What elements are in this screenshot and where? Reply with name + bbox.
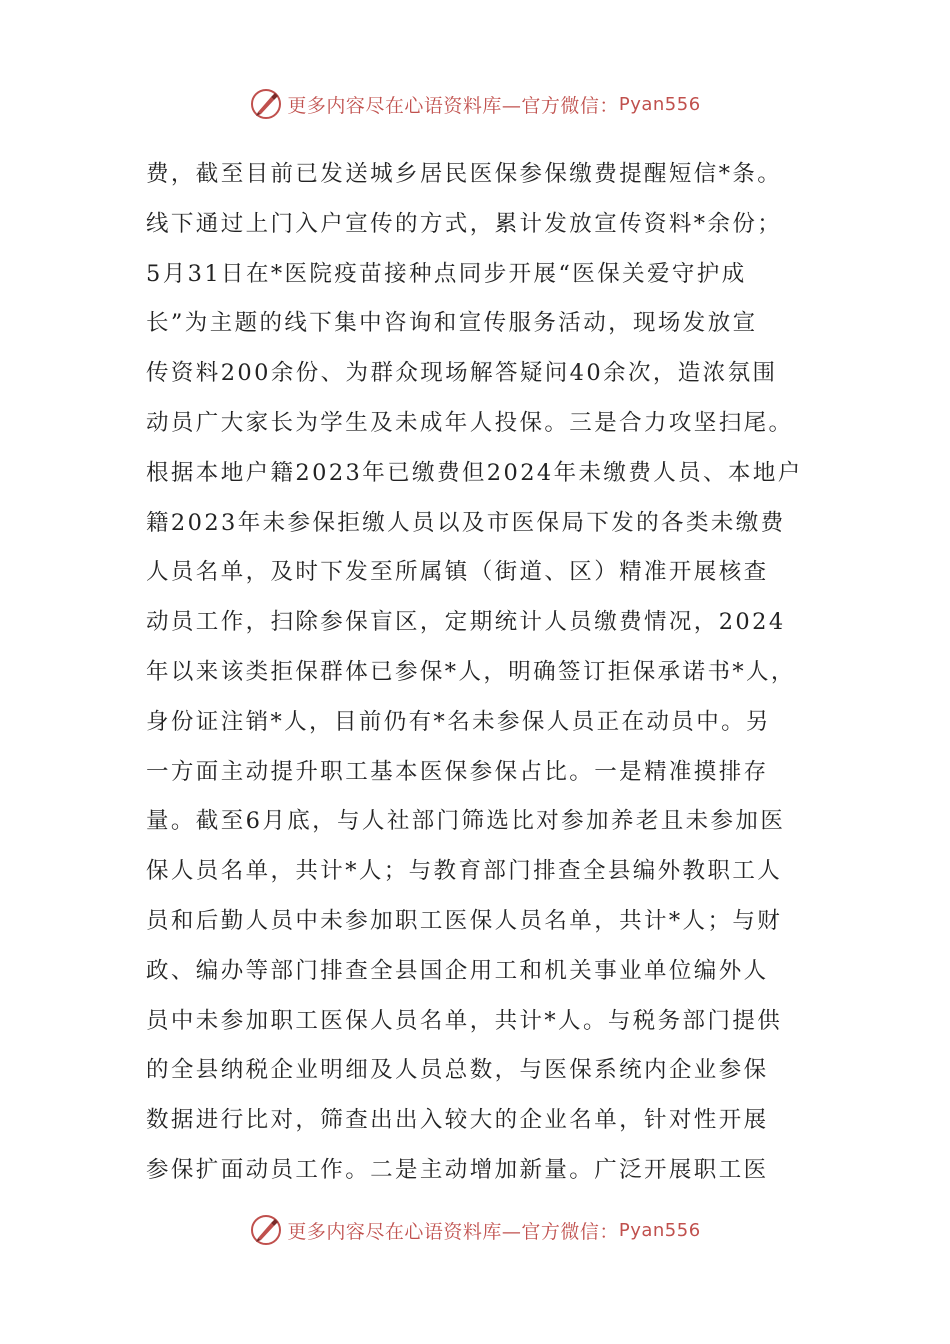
text-line: 线下通过上门入户宣传的方式，累计发放宣传资料*余份； <box>146 210 783 237</box>
text-line: 费，截至目前已发送城乡居民医保参保缴费提醒短信*条。 <box>146 161 783 187</box>
footer-watermark <box>0 1210 950 1250</box>
text-line: 量。截至6月底，与人社部门筛选比对参加养老且未参加医 <box>146 808 786 835</box>
text-line: 保人员名单，共计*人；与教育部门排查全县编外教职工人 <box>146 858 783 885</box>
text-line: 的全县纳税企业明细及人员总数，与医保系统内企业参保 <box>146 1057 769 1084</box>
text-line: 数据进行比对，筛查出出入较大的企业名单，针对性开展 <box>146 1107 769 1134</box>
watermark-wechat-id: Pyan556 <box>618 93 701 115</box>
text-line: 5月31日在*医院疫苗接种点同步开展“医保关爱守护成 <box>146 260 747 287</box>
text-line: 身份证注销*人，目前仍有*名未参保人员正在动员中。另 <box>146 708 771 735</box>
text-line: 一方面主动提升职工基本医保参保占比。一是精准摸排存 <box>146 758 769 785</box>
text-line: 动员广大家长为学生及未成年人投保。三是合力攻坚扫尾。 <box>146 409 794 436</box>
text-line: 动员工作，扫除参保盲区，定期统计人员缴费情况，2024 <box>146 609 786 636</box>
document-body <box>146 150 816 1196</box>
text-line: 长”为主题的线下集中咨询和宣传服务活动，现场发放宣 <box>146 310 758 337</box>
text-line: 籍2023年未参保拒缴人员以及市医保局下发的各类未缴费 <box>146 509 786 536</box>
text-line: 员中未参加职工医保人员名单，共计*人。与税务部门提供 <box>146 1007 783 1034</box>
text-line: 根据本地户籍2023年已缴费但2024年未缴费人员、本地户 <box>146 459 803 486</box>
text-line: 传资料200余份、为群众现场解答疑问40余次，造浓氛围 <box>146 360 778 387</box>
text-line: 年以来该类拒保群体已参保*人，明确签订拒保承诺书*人， <box>146 658 796 685</box>
watermark-text: 更多内容尽在心语资料库—官方微信： <box>287 1220 619 1243</box>
text-line: 人员名单，及时下发至所属镇（街道、区）精准开展核查 <box>146 559 769 586</box>
pen-logo-icon <box>249 1213 283 1247</box>
header-watermark <box>0 84 950 124</box>
pen-logo-icon <box>249 87 283 121</box>
watermark-text: 更多内容尽在心语资料库—官方微信： <box>287 94 619 117</box>
text-line: 政、编办等部门排查全县国企用工和机关事业单位编外人 <box>146 957 769 984</box>
text-line: 员和后勤人员中未参加职工医保人员名单，共计*人；与财 <box>146 907 783 934</box>
watermark-wechat-id: Pyan556 <box>618 1219 701 1241</box>
text-line: 参保扩面动员工作。二是主动增加新量。广泛开展职工医 <box>146 1156 769 1183</box>
